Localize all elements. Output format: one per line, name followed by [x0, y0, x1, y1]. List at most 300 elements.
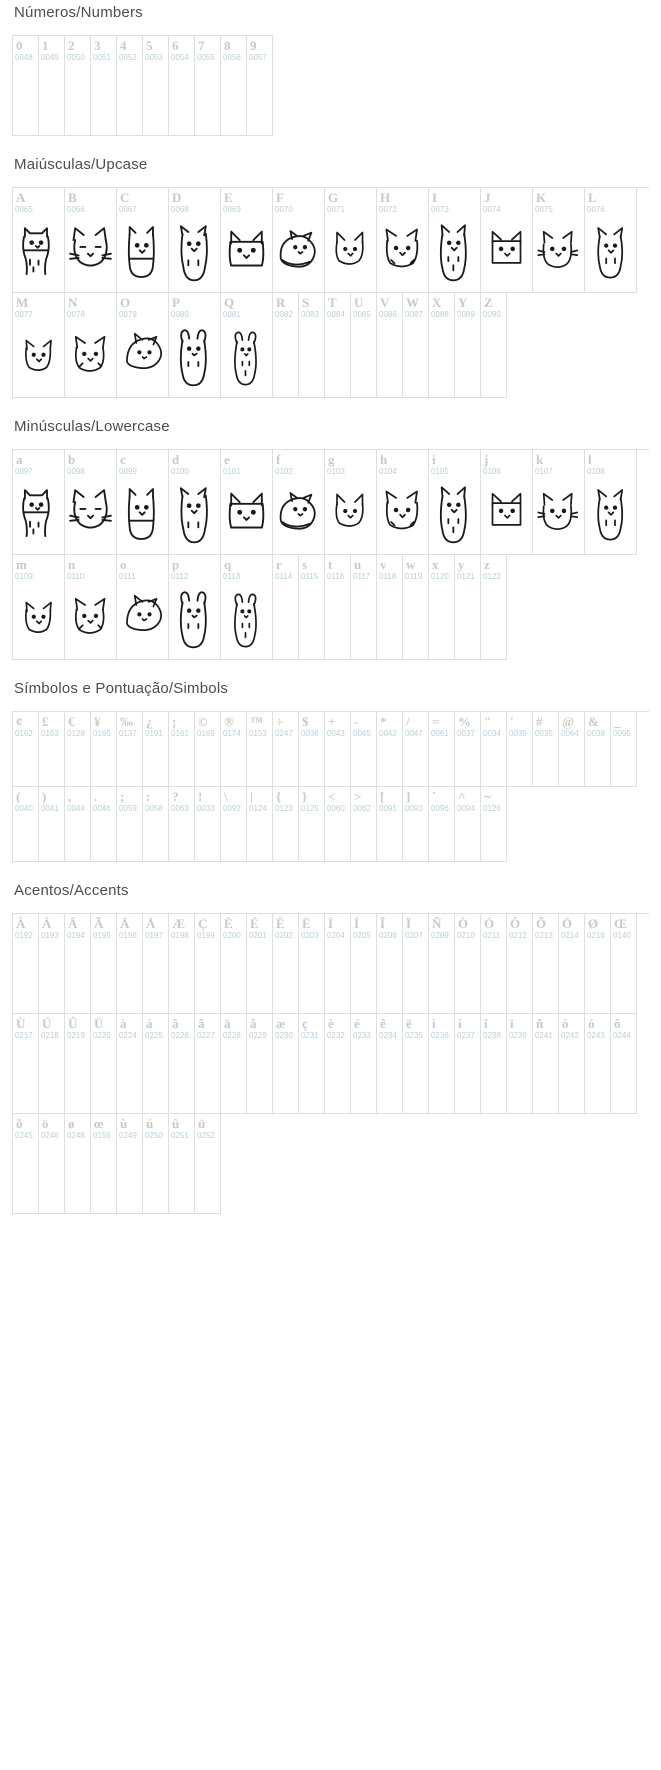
- glyph-char-label: ü: [198, 1116, 206, 1131]
- glyph-cell[interactable]: [455, 787, 481, 862]
- glyph-char-label: ): [42, 789, 47, 804]
- glyph-cell[interactable]: [39, 712, 65, 787]
- glyph-cell[interactable]: [507, 1014, 533, 1114]
- glyph-cell[interactable]: [299, 712, 325, 787]
- glyph-cell[interactable]: [143, 1014, 169, 1114]
- glyph-code-label: 0216: [587, 931, 605, 940]
- glyph-cell[interactable]: [377, 1014, 403, 1114]
- glyph-cell[interactable]: [117, 293, 169, 398]
- glyph-char-label: Ï: [406, 916, 412, 931]
- glyph-char-label: û: [172, 1116, 180, 1131]
- cat-round-icon: [533, 474, 584, 554]
- section-title: Símbolos e Pontuação/Simbols: [14, 680, 229, 697]
- glyph-cell[interactable]: [221, 555, 273, 660]
- glyph-cell[interactable]: [221, 293, 273, 398]
- glyph-code-label: 0113: [223, 572, 241, 581]
- glyph-char-label: ç: [302, 1016, 308, 1031]
- cat-tall3-icon: [429, 474, 480, 554]
- glyph-cell[interactable]: [299, 555, 325, 660]
- glyph-cell[interactable]: [585, 450, 637, 555]
- glyph-char-label: ;: [120, 789, 125, 804]
- glyph-cell[interactable]: [481, 914, 507, 1014]
- glyph-char-label: Y: [458, 295, 468, 310]
- glyph-cell[interactable]: [403, 914, 429, 1014]
- glyph-cell[interactable]: [117, 1114, 143, 1214]
- glyph-code-label: 0203: [301, 931, 319, 940]
- cat-square-icon: [481, 474, 532, 554]
- glyph-code-label: 0162: [15, 729, 33, 738]
- glyph-code-label: 0232: [327, 1031, 345, 1040]
- glyph-cell[interactable]: [195, 36, 221, 136]
- glyph-char-label: {: [276, 789, 282, 804]
- glyph-cell[interactable]: [559, 712, 585, 787]
- glyph-cell[interactable]: [429, 1014, 455, 1114]
- glyph-code-label: 0204: [327, 931, 345, 940]
- glyph-code-label: 0119: [405, 572, 423, 581]
- dog-tall-icon: [169, 317, 220, 397]
- glyph-code-label: 0122: [483, 572, 501, 581]
- page-bottom-spacer: [12, 1230, 649, 1258]
- glyph-cell[interactable]: [507, 712, 533, 787]
- glyph-cell[interactable]: [403, 712, 429, 787]
- glyph-cell[interactable]: [65, 36, 91, 136]
- glyph-char-label: Ä: [120, 916, 130, 931]
- glyph-cell[interactable]: [169, 36, 195, 136]
- glyph-char-label: ä: [224, 1016, 231, 1031]
- glyph-code-label: 0116: [327, 572, 345, 581]
- glyph-cell[interactable]: [39, 36, 65, 136]
- glyph-cell[interactable]: [169, 712, 195, 787]
- glyph-code-label: 0161: [171, 729, 189, 738]
- glyph-code-label: 0104: [379, 467, 397, 476]
- glyph-char-label: Â: [68, 916, 78, 931]
- glyph-code-label: 0234: [379, 1031, 397, 1040]
- glyph-char-label: x: [432, 557, 439, 572]
- glyph-code-label: 0110: [67, 572, 85, 581]
- glyph-cell[interactable]: [13, 450, 65, 555]
- glyph-code-label: 0196: [119, 931, 137, 940]
- glyph-cell[interactable]: [429, 787, 455, 862]
- glyph-cell[interactable]: [195, 1114, 221, 1214]
- glyph-cell[interactable]: [65, 1114, 91, 1214]
- glyph-cell[interactable]: [169, 450, 221, 555]
- glyph-cell[interactable]: [13, 1114, 39, 1214]
- glyph-cell[interactable]: [65, 293, 117, 398]
- glyph-cell[interactable]: [39, 1014, 65, 1114]
- glyph-cell[interactable]: [13, 188, 65, 293]
- glyph-cell[interactable]: [65, 450, 117, 555]
- glyph-cell[interactable]: [195, 1014, 221, 1114]
- glyph-cell[interactable]: [559, 914, 585, 1014]
- glyph-code-label: 0103: [327, 467, 345, 476]
- glyph-cell[interactable]: [455, 712, 481, 787]
- glyph-code-label: 0076: [587, 205, 605, 214]
- glyph-cell[interactable]: [117, 712, 143, 787]
- glyph-cell[interactable]: [611, 1014, 637, 1114]
- glyph-cell[interactable]: [533, 450, 585, 555]
- glyph-code-label: 0046: [93, 804, 111, 813]
- glyph-char-label: c: [120, 452, 126, 467]
- glyph-cell[interactable]: [221, 1014, 247, 1114]
- glyph-char-label: ^: [458, 789, 466, 804]
- glyph-code-label: 0094: [457, 804, 475, 813]
- glyph-cell[interactable]: [273, 293, 299, 398]
- glyph-cell[interactable]: [65, 555, 117, 660]
- glyph-char-label: g: [328, 452, 335, 467]
- glyph-cell[interactable]: [481, 1014, 507, 1114]
- glyph-cell[interactable]: [65, 188, 117, 293]
- glyph-cell[interactable]: [117, 1014, 143, 1114]
- glyph-cell[interactable]: [91, 914, 117, 1014]
- glyph-char-label: 6: [172, 38, 179, 53]
- glyph-code-label: 0081: [223, 310, 241, 319]
- glyph-cell[interactable]: [65, 914, 91, 1014]
- glyph-cell[interactable]: [585, 1014, 611, 1114]
- glyph-char-label: å: [250, 1016, 257, 1031]
- glyph-cell[interactable]: [351, 787, 377, 862]
- glyph-cell[interactable]: [377, 914, 403, 1014]
- glyph-code-label: 0040: [15, 804, 33, 813]
- glyph-cell[interactable]: [91, 36, 117, 136]
- glyph-cell[interactable]: [117, 450, 169, 555]
- glyph-cell[interactable]: [143, 712, 169, 787]
- glyph-cell[interactable]: [351, 914, 377, 1014]
- cat-sit-icon: [325, 474, 376, 554]
- glyph-char-label: E: [224, 190, 233, 205]
- glyph-code-label: 0082: [275, 310, 293, 319]
- glyph-cell[interactable]: [429, 293, 455, 398]
- glyph-code-label: 0207: [405, 931, 423, 940]
- glyph-cell[interactable]: [481, 555, 507, 660]
- glyph-cell[interactable]: [143, 787, 169, 862]
- glyph-char-label: 5: [146, 38, 153, 53]
- glyph-code-label: 0048: [15, 53, 33, 62]
- glyph-cell[interactable]: [247, 914, 273, 1014]
- glyph-cell[interactable]: [91, 1014, 117, 1114]
- section-title: Acentos/Accents: [14, 882, 129, 899]
- glyph-cell[interactable]: [325, 293, 351, 398]
- glyph-code-label: 0043: [327, 729, 345, 738]
- glyph-char-label: Z: [484, 295, 493, 310]
- glyph-cell[interactable]: [247, 36, 273, 136]
- glyph-cell[interactable]: [117, 914, 143, 1014]
- glyph-cell[interactable]: [455, 293, 481, 398]
- glyph-cell[interactable]: [377, 712, 403, 787]
- glyph-cell[interactable]: [247, 1014, 273, 1114]
- glyph-code-label: 0128: [67, 729, 85, 738]
- glyph-cell[interactable]: [91, 1114, 117, 1214]
- glyph-cell[interactable]: [325, 555, 351, 660]
- glyph-char-label: Ê: [276, 916, 285, 931]
- glyph-cell[interactable]: [143, 914, 169, 1014]
- glyph-char-label: è: [328, 1016, 334, 1031]
- glyph-cell[interactable]: [195, 712, 221, 787]
- glyph-code-label: 0174: [223, 729, 241, 738]
- glyph-char-label: =: [432, 714, 440, 729]
- glyph-cell[interactable]: [325, 914, 351, 1014]
- glyph-cell[interactable]: [403, 293, 429, 398]
- glyph-code-label: 0067: [119, 205, 137, 214]
- glyph-char-label: m: [16, 557, 27, 572]
- glyph-code-label: 0209: [431, 931, 449, 940]
- glyph-cell[interactable]: [273, 712, 299, 787]
- glyph-char-label: 2: [68, 38, 75, 53]
- glyph-char-label: C: [120, 190, 130, 205]
- glyph-cell[interactable]: [195, 914, 221, 1014]
- glyph-cell[interactable]: [169, 787, 195, 862]
- glyph-cell[interactable]: [273, 450, 325, 555]
- glyph-code-label: 0086: [379, 310, 397, 319]
- glyph-char-label: ã: [198, 1016, 205, 1031]
- section-title: Números/Numbers: [14, 4, 143, 21]
- glyph-cell[interactable]: [13, 555, 65, 660]
- glyph-cell[interactable]: [403, 787, 429, 862]
- glyph-char-label: T: [328, 295, 337, 310]
- glyph-cell[interactable]: [65, 712, 91, 787]
- glyph-cell[interactable]: [117, 36, 143, 136]
- glyph-code-label: 0070: [275, 205, 293, 214]
- glyph-cell[interactable]: [377, 188, 429, 293]
- dog-tall-icon: [169, 579, 220, 659]
- glyph-cell[interactable]: [13, 36, 39, 136]
- glyph-cell[interactable]: [533, 188, 585, 293]
- glyph-code-label: 0078: [67, 310, 85, 319]
- glyph-char-label: Ã: [94, 916, 104, 931]
- glyph-cell[interactable]: [299, 914, 325, 1014]
- glyph-cell[interactable]: [559, 1014, 585, 1114]
- glyph-char-label: Ì: [328, 916, 334, 931]
- glyph-cell[interactable]: [39, 787, 65, 862]
- glyph-cell[interactable]: [533, 712, 559, 787]
- glyph-cell[interactable]: [429, 712, 455, 787]
- glyph-cell[interactable]: [455, 555, 481, 660]
- glyph-char-label: >: [354, 789, 362, 804]
- glyph-cell[interactable]: [533, 914, 559, 1014]
- glyph-cell[interactable]: [247, 712, 273, 787]
- glyph-char-label: Ø: [588, 916, 599, 931]
- cat-square-icon: [481, 212, 532, 292]
- glyph-cell[interactable]: [429, 555, 455, 660]
- glyph-cell[interactable]: [403, 555, 429, 660]
- glyph-char-label: ö: [42, 1116, 49, 1131]
- glyph-cell[interactable]: [169, 1014, 195, 1114]
- glyph-char-label: *: [380, 714, 387, 729]
- glyph-cell[interactable]: [273, 1014, 299, 1114]
- glyph-cell[interactable]: [117, 555, 169, 660]
- glyph-char-label: S: [302, 295, 310, 310]
- glyph-cell[interactable]: [481, 450, 533, 555]
- glyph-code-label: 0156: [93, 1131, 111, 1140]
- glyph-cell[interactable]: [221, 914, 247, 1014]
- glyph-cell[interactable]: [507, 914, 533, 1014]
- glyph-code-label: 0047: [405, 729, 423, 738]
- glyph-code-label: 0245: [15, 1131, 33, 1140]
- glyph-char-label: £: [42, 714, 49, 729]
- glyph-char-label: Ñ: [432, 916, 442, 931]
- glyph-cell[interactable]: [299, 1014, 325, 1114]
- glyph-cell[interactable]: [325, 712, 351, 787]
- glyph-cell[interactable]: [169, 555, 221, 660]
- cat-wide-icon: [377, 212, 428, 292]
- glyph-char-label: O: [120, 295, 131, 310]
- glyph-char-label: |: [250, 789, 253, 804]
- glyph-cell[interactable]: [169, 1114, 195, 1214]
- glyph-cell[interactable]: [13, 1014, 39, 1114]
- glyph-code-label: 0219: [67, 1031, 85, 1040]
- glyph-char-label: +: [328, 714, 336, 729]
- glyph-cell[interactable]: [325, 787, 351, 862]
- glyph-grid: [12, 187, 649, 398]
- glyph-cell[interactable]: [221, 36, 247, 136]
- glyph-char-label: ,: [68, 789, 72, 804]
- glyph-code-label: 0210: [457, 931, 475, 940]
- glyph-code-label: 0214: [561, 931, 579, 940]
- glyph-cell[interactable]: [585, 188, 637, 293]
- glyph-code-label: 0243: [587, 1031, 605, 1040]
- glyph-char-label: H: [380, 190, 391, 205]
- glyph-cell[interactable]: [455, 914, 481, 1014]
- glyph-code-label: 0195: [93, 931, 111, 940]
- glyph-code-label: 0090: [483, 310, 501, 319]
- glyph-cell[interactable]: [377, 293, 403, 398]
- glyph-cell[interactable]: [13, 787, 39, 862]
- glyph-char-label: :: [146, 789, 151, 804]
- glyph-cell[interactable]: [325, 450, 377, 555]
- glyph-code-label: 0124: [249, 804, 267, 813]
- glyph-cell[interactable]: [429, 450, 481, 555]
- glyph-cell[interactable]: [611, 712, 637, 787]
- glyph-cell[interactable]: [91, 712, 117, 787]
- glyph-cell[interactable]: [481, 293, 507, 398]
- glyph-cell[interactable]: [351, 712, 377, 787]
- glyph-cell[interactable]: [273, 787, 299, 862]
- glyph-code-label: 0198: [171, 931, 189, 940]
- glyph-cell[interactable]: [143, 36, 169, 136]
- glyph-cell[interactable]: [403, 1014, 429, 1114]
- glyph-cell[interactable]: [221, 188, 273, 293]
- glyph-cell[interactable]: [117, 787, 143, 862]
- glyph-code-label: 0169: [197, 729, 215, 738]
- glyph-cell[interactable]: [13, 914, 39, 1014]
- glyph-code-label: 0205: [353, 931, 371, 940]
- glyph-cell[interactable]: [585, 914, 611, 1014]
- cat-wide-icon: [377, 474, 428, 554]
- glyph-cell[interactable]: [169, 188, 221, 293]
- glyph-code-label: 0062: [353, 804, 371, 813]
- glyph-code-label: 0051: [93, 53, 111, 62]
- glyph-char-label: R: [276, 295, 286, 310]
- glyph-code-label: 0042: [379, 729, 397, 738]
- glyph-cell[interactable]: [195, 787, 221, 862]
- cat-loaf-icon: [585, 212, 636, 292]
- glyph-cell[interactable]: [247, 787, 273, 862]
- glyph-code-label: 0192: [15, 931, 33, 940]
- glyph-cell[interactable]: [429, 914, 455, 1014]
- glyph-code-label: 0034: [483, 729, 501, 738]
- glyph-cell[interactable]: [377, 555, 403, 660]
- glyph-cell[interactable]: [65, 1014, 91, 1114]
- glyph-code-label: 0197: [145, 931, 163, 940]
- glyph-cell[interactable]: [299, 293, 325, 398]
- glyph-char-label: &: [588, 714, 599, 729]
- glyph-cell[interactable]: [91, 787, 117, 862]
- glyph-cell[interactable]: [39, 1114, 65, 1214]
- glyph-cell[interactable]: [143, 1114, 169, 1214]
- glyph-code-label: 0096: [431, 804, 449, 813]
- glyph-cell[interactable]: [13, 293, 65, 398]
- glyph-cell[interactable]: [273, 188, 325, 293]
- glyph-cell[interactable]: [455, 1014, 481, 1114]
- glyph-cell[interactable]: [377, 450, 429, 555]
- glyph-cell[interactable]: [533, 1014, 559, 1114]
- glyph-section: [12, 414, 649, 660]
- glyph-code-label: 0088: [431, 310, 449, 319]
- glyph-char-label: ò: [562, 1016, 569, 1031]
- glyph-cell[interactable]: [221, 787, 247, 862]
- glyph-code-label: 0251: [171, 1131, 189, 1140]
- cat-tall2-icon: [169, 212, 220, 292]
- glyph-char-label: Œ: [614, 916, 627, 931]
- glyph-cell[interactable]: [481, 712, 507, 787]
- glyph-char-label: G: [328, 190, 339, 205]
- glyph-cell[interactable]: [221, 712, 247, 787]
- glyph-cell[interactable]: [273, 555, 299, 660]
- glyph-cell[interactable]: [351, 293, 377, 398]
- glyph-char-label: @: [562, 714, 575, 729]
- cat-curled-icon: [273, 474, 324, 554]
- glyph-cell[interactable]: [65, 787, 91, 862]
- glyph-char-label: ñ: [536, 1016, 544, 1031]
- glyph-cell[interactable]: [325, 1014, 351, 1114]
- glyph-cell[interactable]: [611, 914, 637, 1014]
- glyph-char-label: 1: [42, 38, 49, 53]
- glyph-grid: [12, 35, 273, 136]
- dog-thin-icon: [221, 317, 272, 397]
- glyph-code-label: 0140: [613, 931, 631, 940]
- glyph-cell[interactable]: [299, 787, 325, 862]
- glyph-cell[interactable]: [117, 188, 169, 293]
- glyph-cell[interactable]: [169, 293, 221, 398]
- glyph-cell[interactable]: [351, 555, 377, 660]
- glyph-char-label: 9: [250, 38, 257, 53]
- glyph-char-label: Ö: [562, 916, 573, 931]
- glyph-code-label: 0064: [561, 729, 579, 738]
- glyph-code-label: 0097: [15, 467, 33, 476]
- glyph-code-label: 0052: [119, 53, 137, 62]
- glyph-char-label: F: [276, 190, 284, 205]
- glyph-char-label: [: [380, 789, 385, 804]
- glyph-code-label: 0194: [67, 931, 85, 940]
- glyph-char-label: Æ: [172, 916, 185, 931]
- glyph-cell[interactable]: [325, 188, 377, 293]
- glyph-cell[interactable]: [585, 712, 611, 787]
- glyph-char-label: v: [380, 557, 387, 572]
- glyph-cell[interactable]: [13, 712, 39, 787]
- glyph-cell[interactable]: [481, 787, 507, 862]
- glyph-cell[interactable]: [221, 450, 273, 555]
- glyph-cell[interactable]: [39, 914, 65, 1014]
- glyph-cell[interactable]: [169, 914, 195, 1014]
- glyph-char-label: ¢: [16, 714, 23, 729]
- glyph-cell[interactable]: [351, 1014, 377, 1114]
- glyph-char-label: X: [432, 295, 442, 310]
- glyph-cell[interactable]: [429, 188, 481, 293]
- glyph-cell[interactable]: [273, 914, 299, 1014]
- glyph-char-label: W: [406, 295, 419, 310]
- glyph-cell[interactable]: [481, 188, 533, 293]
- glyph-code-label: 0248: [67, 1131, 85, 1140]
- glyph-cell[interactable]: [377, 787, 403, 862]
